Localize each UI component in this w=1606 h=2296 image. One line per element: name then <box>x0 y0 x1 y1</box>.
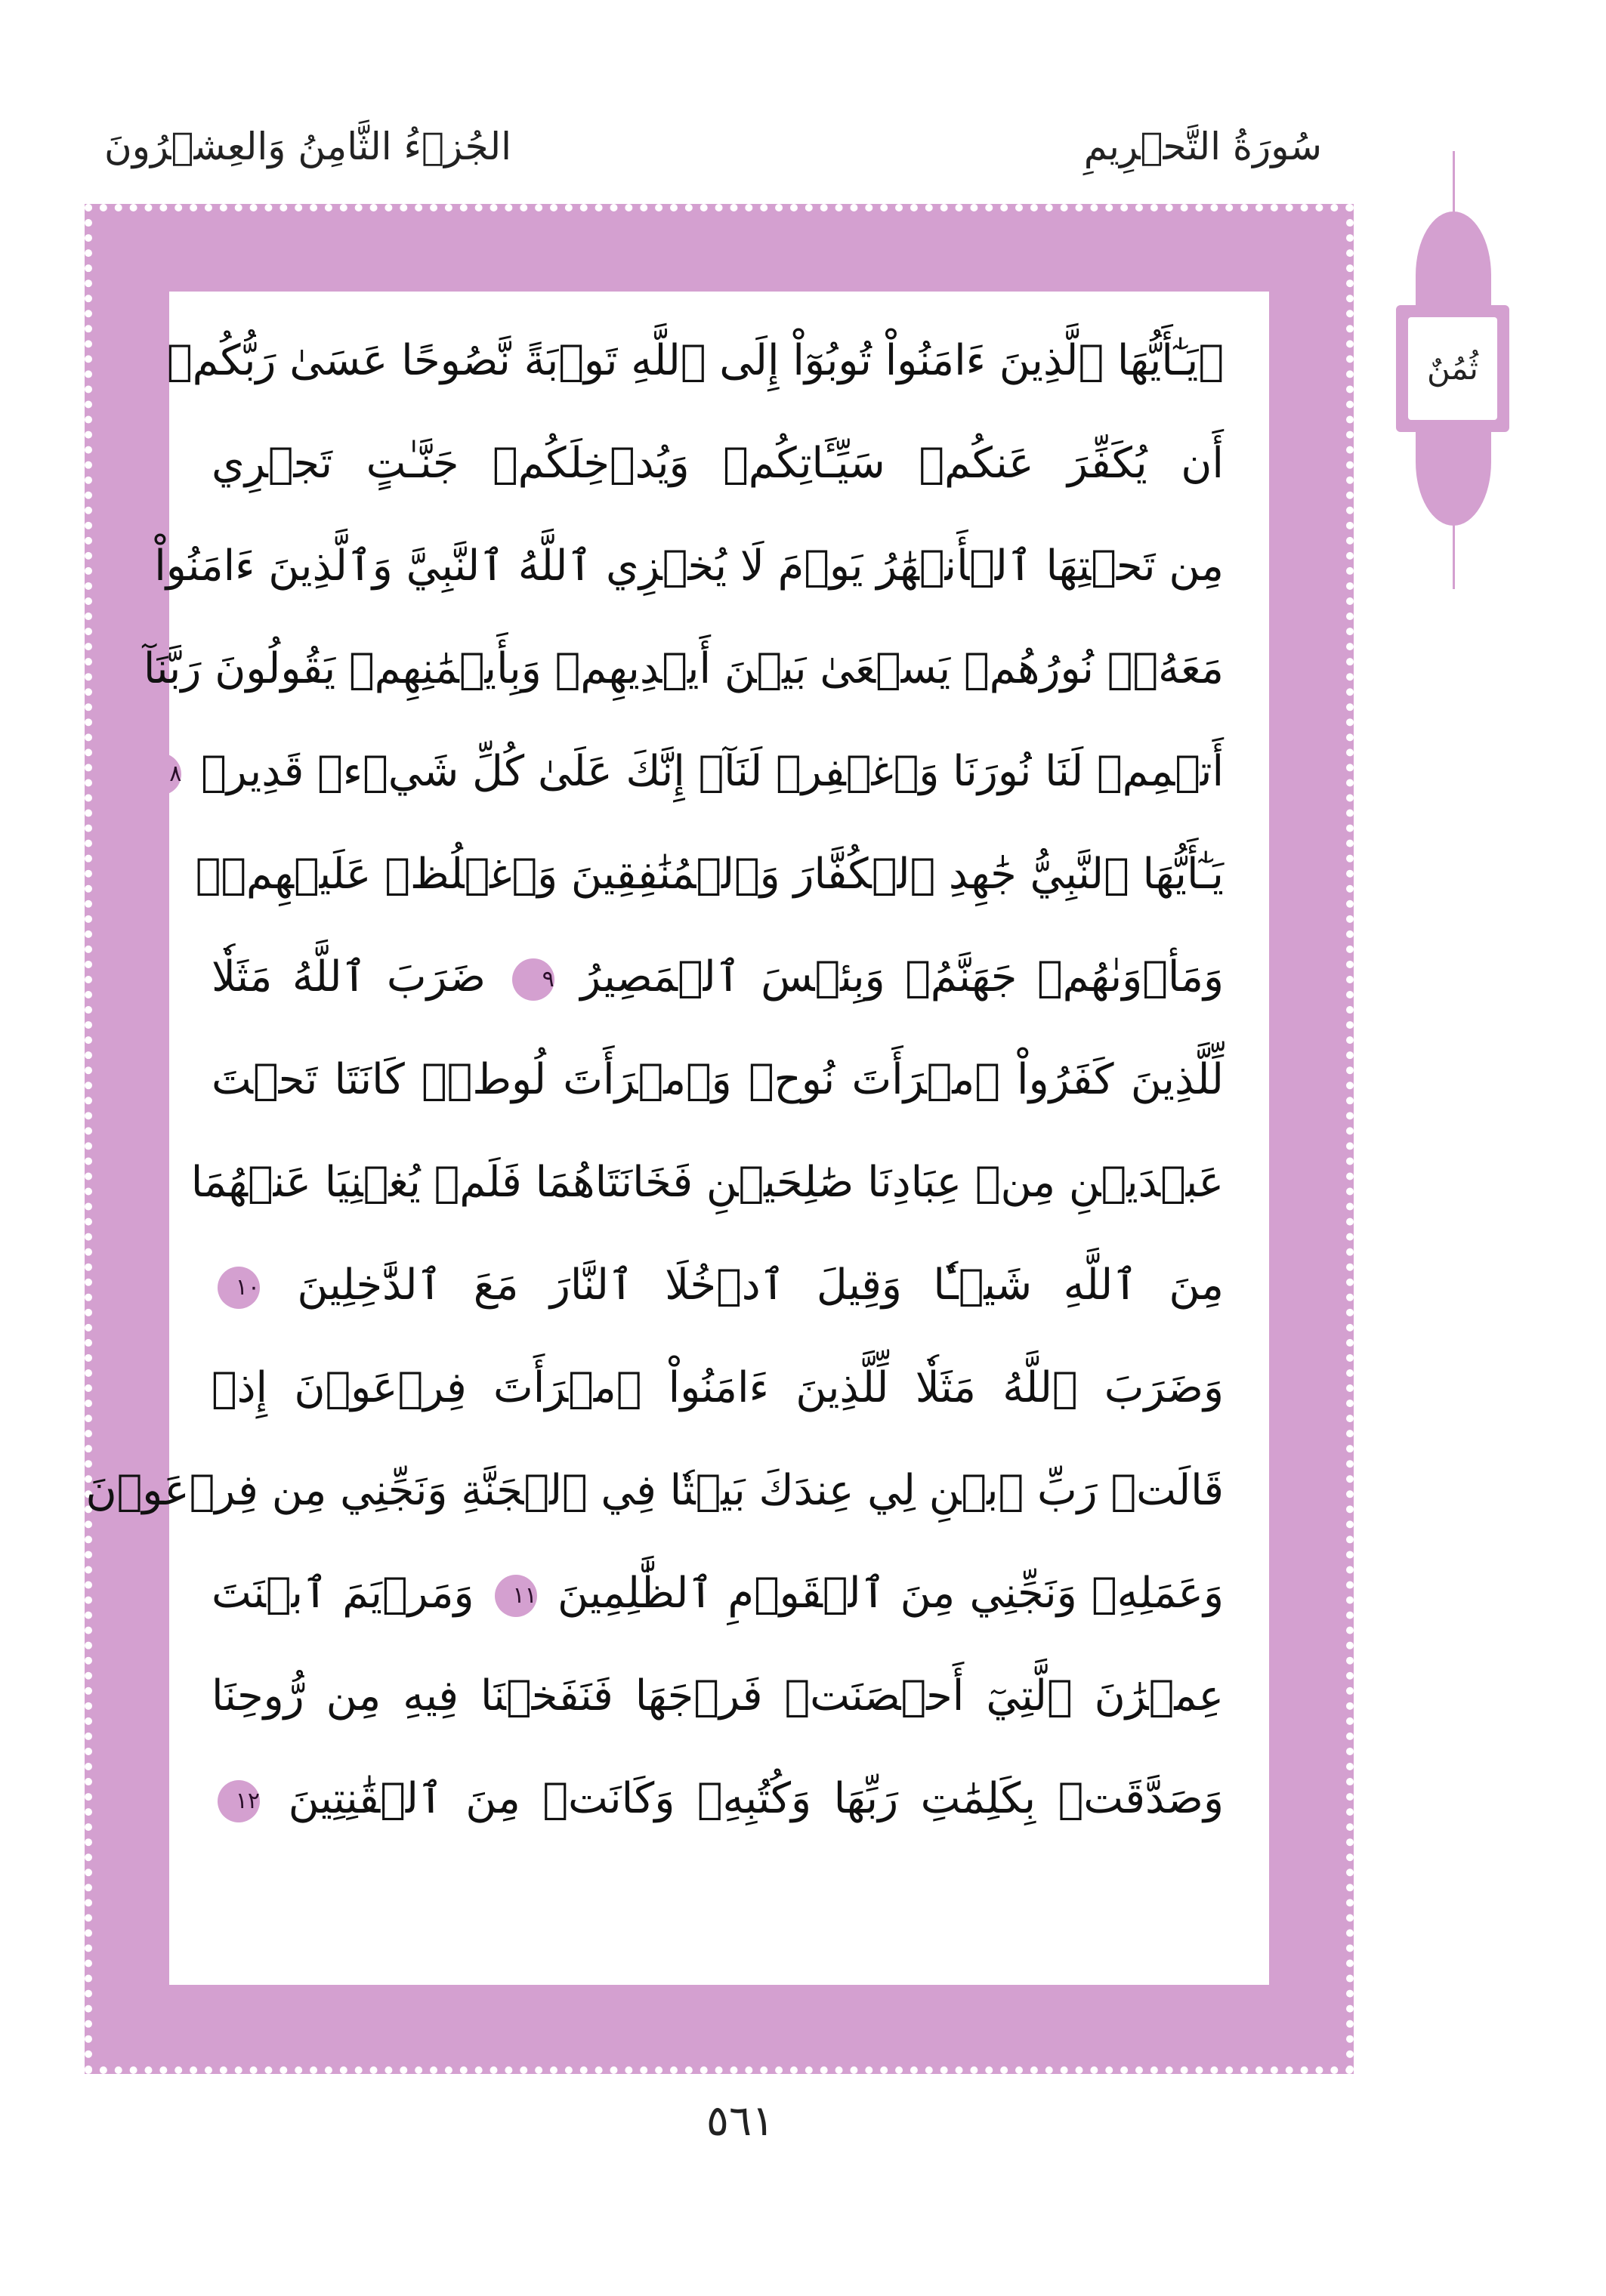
verse-text-continued: وَمَرۡيَمَ ٱبۡنَتَ <box>212 1569 474 1618</box>
ayah-number-marker: ١٢ <box>218 1780 260 1822</box>
verse-text: وَعَمَلِهِۦ وَنَجِّنِي مِنَ ٱلۡقَوۡمِ ٱلظَّٰلِمِينَ <box>557 1569 1225 1618</box>
verse-text: عِمۡرَٰنَ ٱلَّتِيٓ أَحۡصَنَتۡ فَرۡجَهَا فَنَفَخۡنَا فِيهِ مِن رُّوحِنَا <box>212 1671 1224 1720</box>
verse-text: قَالَتۡ رَبِّ ٱبۡنِ لِي عِندَكَ بَيۡتٗا فِي ٱلۡجَنَّةِ وَنَجِّنِي مِن فِرۡعَوۡنَ <box>85 1466 1224 1515</box>
ayah-number-marker: ٩ <box>512 958 554 1001</box>
page-number: ٥٦١ <box>706 2097 775 2146</box>
verse-text: أَن يُكَفِّرَ عَنكُمۡ سَيِّـَٔاتِكُمۡ وَيُدۡخِلَكُمۡ جَنَّـٰتٍ تَجۡرِي <box>212 439 1224 488</box>
side-ornament-top <box>1416 211 1491 310</box>
verse-line <box>212 1651 1224 1742</box>
verse-line <box>212 1343 1224 1433</box>
verse-text: ۞يَـٰٓأَيُّهَا ٱلَّذِينَ ءَامَنُواْ تُوبُوٓاْ إِلَى ٱللَّهِ تَوۡبَةً نَّصُوحًا عَسَىٰ رَبُّكُمۡ <box>167 336 1224 385</box>
verse-text: وَمَأۡوَىٰهُمۡ جَهَنَّمُۖ وَبِئۡسَ ٱلۡمَصِيرُ <box>580 952 1225 1001</box>
verse-line <box>190 1137 1224 1228</box>
verse-line <box>212 418 1224 509</box>
verse-text: يَـٰٓأَيُّهَا ٱلنَّبِيُّ جَٰهِدِ ٱلۡكُفَّارَ وَٱلۡمُنَٰفِقِينَ وَٱغۡلُظۡ عَلَيۡهِمۡۚ <box>195 850 1224 899</box>
verse-line <box>212 1240 1224 1331</box>
verse-text: مَعَهُۥۖ نُورُهُمۡ يَسۡعَىٰ بَيۡنَ أَيۡدِيهِمۡ وَبِأَيۡمَٰنِهِمۡ يَقُولُونَ رَبَّنَآ <box>143 644 1224 693</box>
verse-line <box>85 1446 1224 1536</box>
juz-title: الجُزۡءُ الثَّامِنُ وَالعِشۡرُونَ <box>104 125 512 168</box>
verse-text: مِنَ ٱللَّهِ شَيۡـٔٗا وَقِيلَ ٱدۡخُلَا ٱلنَّارَ مَعَ ٱلدَّٰخِلِينَ <box>297 1261 1225 1310</box>
verse-text: وَصَدَّقَتۡ بِكَلِمَٰتِ رَبِّهَا وَكُتُبِهِۦ وَكَانَتۡ مِنَ ٱلۡقَٰنِتِينَ <box>288 1774 1224 1823</box>
verse-line <box>212 1754 1224 1844</box>
verse-text: أَتۡمِمۡ لَنَا نُورَنَا وَٱغۡفِرۡ لَنَآۖ إِنَّكَ عَلَىٰ كُلِّ شَيۡءٖ قَدِيرٞ <box>201 747 1224 796</box>
ayah-number-marker: ٨ <box>139 753 181 795</box>
thumn-marker-label: ثُمُنٌ <box>1408 317 1497 420</box>
verse-text: مِن تَحۡتِهَا ٱلۡأَنۡهَٰرُ يَوۡمَ لَا يُخۡزِي ٱللَّهُ ٱلنَّبِيَّ وَٱلَّذِينَ ءَامَنُواْ <box>154 542 1224 591</box>
verse-line <box>212 1548 1224 1639</box>
verse-text: لِّلَّذِينَ كَفَرُواْ ٱمۡرَأَتَ نُوحٖ وَٱمۡرَأَتَ لُوطٖۖ كَانَتَا تَحۡتَ <box>212 1055 1224 1104</box>
verse-line <box>195 829 1224 920</box>
verse-text: وَضَرَبَ ٱللَّهُ مَثَلٗا لِّلَّذِينَ ءَامَنُواْ ٱمۡرَأَتَ فِرۡعَوۡنَ إِذۡ <box>212 1363 1224 1412</box>
verse-line <box>143 624 1224 714</box>
verse-line <box>167 316 1224 406</box>
verse-line <box>154 521 1224 612</box>
verse-text: عَبۡدَيۡنِ مِنۡ عِبَادِنَا صَٰلِحَيۡنِ فَخَانَتَاهُمَا فَلَمۡ يُغۡنِيَا عَنۡهُمَا <box>190 1158 1224 1207</box>
verse-line <box>212 1035 1224 1125</box>
verse-line <box>212 932 1224 1023</box>
verse-line <box>169 727 1224 817</box>
side-ornament-bottom <box>1416 427 1491 526</box>
ayah-number-marker: ١١ <box>495 1575 537 1617</box>
surah-title: سُورَةُ التَّحۡرِيمِ <box>1083 125 1322 168</box>
verse-text-continued: ضَرَبَ ٱللَّهُ مَثَلٗا <box>212 952 486 1001</box>
ayah-number-marker: ١٠ <box>218 1267 260 1309</box>
